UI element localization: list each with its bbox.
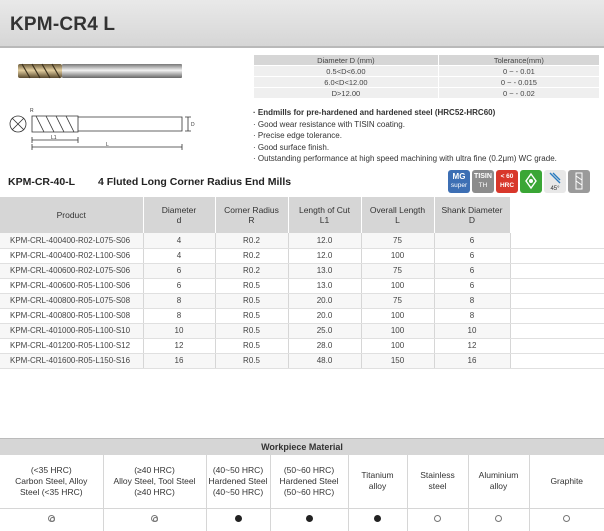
- workpiece-material-label: (50~60 HRC): [283, 464, 335, 475]
- tolerance-header-tolerance: Tolerance(mm): [438, 55, 599, 66]
- overall-length-cell: 100: [361, 323, 434, 338]
- empty-cell: [510, 248, 604, 263]
- workpiece-material-label: (<35 HRC): [30, 464, 72, 475]
- corner-radius-cell: R0.5: [215, 353, 288, 368]
- corner-radius-cell: R0.2: [215, 233, 288, 248]
- corner-radius-cell: R0.5: [215, 338, 288, 353]
- table-row: [0, 338, 604, 353]
- workpiece-material-label: (≥40 HRC): [134, 486, 175, 497]
- workpiece-material-label: Aluminium: [478, 470, 519, 481]
- header-diameter: Diameter d: [143, 197, 215, 233]
- diameter-cell: 4: [143, 248, 215, 263]
- hrc-60-badge: < 60 HRC: [496, 170, 518, 193]
- overall-length-cell: 100: [361, 248, 434, 263]
- tolerance-cell: 0 ~ - 0.02: [438, 88, 599, 99]
- workpiece-material-cell: [206, 455, 270, 509]
- overall-length-cell: 150: [361, 353, 434, 368]
- suitability-cell: [0, 509, 103, 531]
- header-length-of-cut: Length of Cut L1: [288, 197, 361, 233]
- length-of-cut-cell: 20.0: [288, 308, 361, 323]
- diameter-cell: 6: [143, 263, 215, 278]
- diameter-cell: 4: [143, 233, 215, 248]
- suitability-cell: [103, 509, 206, 531]
- header-empty: [510, 197, 604, 233]
- workpiece-material-cell: [529, 455, 604, 509]
- length-of-cut-cell: 20.0: [288, 293, 361, 308]
- end-mill-type-icon: [520, 170, 542, 193]
- feature-item: · Good wear resistance with TISIN coating.: [253, 119, 405, 129]
- product-spec-table: [0, 197, 604, 369]
- long-flute-icon: [568, 170, 590, 193]
- tolerance-cell: 0 ~ - 0.015: [438, 77, 599, 88]
- suitability-cell: [529, 509, 604, 531]
- workpiece-material-label: (40~50 HRC): [212, 464, 264, 475]
- label-l: L: [106, 142, 109, 148]
- header-product: Product: [0, 197, 143, 233]
- diameter-cell: 16: [143, 353, 215, 368]
- length-of-cut-cell: 13.0: [288, 278, 361, 293]
- overall-length-cell: 100: [361, 338, 434, 353]
- product-cell: KPM-CRL-401600-R05-L150-S16: [0, 353, 143, 368]
- shank-diameter-cell: 6: [434, 248, 510, 263]
- product-cell: KPM-CRL-400400-R02-L100-S06: [0, 248, 143, 263]
- tisin-coating-badge: TISIN TH: [472, 170, 494, 193]
- empty-cell: [510, 338, 604, 353]
- product-cell: KPM-CRL-401200-R05-L100-S12: [0, 338, 143, 353]
- suitability-open-icon: [495, 515, 502, 522]
- workpiece-title: Workpiece Material: [0, 439, 604, 455]
- shank-diameter-cell: 16: [434, 353, 510, 368]
- header-shank-diameter: Shank Diameter D: [434, 197, 510, 233]
- workpiece-material-label: (≥40 HRC): [134, 464, 175, 475]
- feature-lead: · Endmills for pre-hardened and hardened steel (HRC52-HRC60): [253, 108, 496, 117]
- product-cell: KPM-CRL-400800-R05-L100-S08: [0, 308, 143, 323]
- product-cell: KPM-CRL-401000-R05-L100-S10: [0, 323, 143, 338]
- shank-diameter-cell: 6: [434, 263, 510, 278]
- workpiece-material-label: Stainless: [420, 470, 455, 481]
- tolerance-cell: 6.0<D<12.00: [254, 77, 439, 88]
- workpiece-material-label: alloy: [368, 481, 387, 492]
- tolerance-cell: D>12.00: [254, 88, 439, 99]
- end-mill-dimension-diagram: [6, 104, 196, 154]
- suitability-cell: [206, 509, 270, 531]
- tolerance-header-diameter: Diameter D (mm): [254, 55, 439, 66]
- diameter-cell: 8: [143, 308, 215, 323]
- label-r: R: [30, 108, 34, 114]
- diameter-cell: 10: [143, 323, 215, 338]
- header-bar: [0, 0, 604, 48]
- suitability-filled-icon: [306, 515, 313, 522]
- overall-length-cell: 75: [361, 263, 434, 278]
- length-of-cut-cell: 12.0: [288, 248, 361, 263]
- feature-item: · Good surface finish.: [253, 142, 330, 152]
- table-row: [0, 248, 604, 263]
- shank-diameter-cell: 8: [434, 293, 510, 308]
- diameter-cell: 12: [143, 338, 215, 353]
- length-of-cut-cell: 48.0: [288, 353, 361, 368]
- table-row: [254, 88, 600, 99]
- workpiece-material-label: Alloy Steel, Tool Steel: [113, 475, 196, 486]
- workpiece-material-label: Graphite: [550, 475, 584, 486]
- corner-radius-cell: R0.5: [215, 278, 288, 293]
- mg-super-badge: MG super: [448, 170, 470, 193]
- workpiece-marks-row: [0, 509, 604, 531]
- overall-length-cell: 75: [361, 233, 434, 248]
- workpiece-material-label: steel: [428, 481, 447, 492]
- shank-diameter-cell: 6: [434, 233, 510, 248]
- table-row: [0, 293, 604, 308]
- workpiece-material-cell: [270, 455, 348, 509]
- table-row: [254, 66, 600, 77]
- empty-cell: [510, 233, 604, 248]
- overall-length-cell: 100: [361, 278, 434, 293]
- page-title: KPM-CR4 L: [10, 14, 116, 35]
- header-overall-length: Overall Length L: [361, 197, 434, 233]
- table-row: [0, 323, 604, 338]
- diameter-cell: 6: [143, 278, 215, 293]
- workpiece-material-cell: [468, 455, 529, 509]
- label-d: D: [191, 122, 195, 128]
- suitability-cell: [468, 509, 529, 531]
- table-row: [0, 353, 604, 368]
- table-row: [0, 233, 604, 248]
- workpiece-material-label: (40~50 HRC): [212, 486, 264, 497]
- product-cell: KPM-CRL-400600-R05-L100-S06: [0, 278, 143, 293]
- table-row: [0, 278, 604, 293]
- product-cell: KPM-CRL-400600-R02-L075-S06: [0, 263, 143, 278]
- shank-diameter-cell: 6: [434, 278, 510, 293]
- suitability-cell: [348, 509, 407, 531]
- overall-length-cell: 100: [361, 308, 434, 323]
- series-code: KPM-CR-40-L: [8, 176, 76, 188]
- empty-cell: [510, 353, 604, 368]
- empty-cell: [510, 308, 604, 323]
- diameter-cell: 8: [143, 293, 215, 308]
- suitability-filled-icon: [235, 515, 242, 522]
- empty-cell: [510, 323, 604, 338]
- suitability-cell: [407, 509, 468, 531]
- length-of-cut-cell: 12.0: [288, 233, 361, 248]
- empty-cell: [510, 263, 604, 278]
- tolerance-cell: 0 ~ - 0.01: [438, 66, 599, 77]
- length-of-cut-cell: 13.0: [288, 263, 361, 278]
- workpiece-material-label: (50~60 HRC): [283, 486, 335, 497]
- suitability-filled-icon: [374, 515, 381, 522]
- workpiece-names-row: [0, 455, 604, 509]
- workpiece-material-label: Carbon Steel, Alloy: [15, 475, 88, 486]
- suitability-open-icon: [434, 515, 441, 522]
- corner-radius-cell: R0.2: [215, 263, 288, 278]
- product-cell: KPM-CRL-400400-R02-L075-S06: [0, 233, 143, 248]
- table-row: [0, 308, 604, 323]
- label-l1: L1: [51, 135, 57, 141]
- length-of-cut-cell: 25.0: [288, 323, 361, 338]
- suitability-open-icon: [563, 515, 570, 522]
- workpiece-material-cell: [103, 455, 206, 509]
- workpiece-material-table: [0, 438, 604, 531]
- workpiece-material-cell: [348, 455, 407, 509]
- corner-radius-cell: R0.5: [215, 293, 288, 308]
- tolerance-table: [253, 54, 600, 99]
- series-name: 4 Fluted Long Corner Radius End Mills: [98, 176, 292, 188]
- workpiece-material-label: alloy: [489, 481, 508, 492]
- workpiece-material-cell: [0, 455, 103, 509]
- workpiece-material-cell: [407, 455, 468, 509]
- helix-angle-badge: 45°: [544, 170, 566, 193]
- workpiece-material-label: Hardened Steel: [279, 475, 339, 486]
- table-row: [254, 77, 600, 88]
- suitability-double-icon: [151, 515, 158, 522]
- shank-diameter-cell: 12: [434, 338, 510, 353]
- tolerance-cell: 0.5<D<6.00: [254, 66, 439, 77]
- empty-cell: [510, 293, 604, 308]
- corner-radius-cell: R0.5: [215, 323, 288, 338]
- table-row: [0, 263, 604, 278]
- corner-radius-cell: R0.5: [215, 308, 288, 323]
- workpiece-material-label: Titanium: [361, 470, 394, 481]
- shank-diameter-cell: 10: [434, 323, 510, 338]
- end-mill-photo: [18, 60, 183, 82]
- length-of-cut-cell: 28.0: [288, 338, 361, 353]
- product-cell: KPM-CRL-400800-R05-L075-S08: [0, 293, 143, 308]
- feature-item: · Outstanding performance at high speed machining with ultra fine (0.2μm) WC grade.: [253, 154, 557, 164]
- shank-diameter-cell: 8: [434, 308, 510, 323]
- suitability-double-icon: [48, 515, 55, 522]
- feature-item: · Precise edge tolerance.: [253, 131, 342, 141]
- suitability-cell: [270, 509, 348, 531]
- workpiece-material-label: Hardened Steel: [208, 475, 268, 486]
- corner-radius-cell: R0.2: [215, 248, 288, 263]
- feature-list: [253, 107, 557, 165]
- overall-length-cell: 75: [361, 293, 434, 308]
- workpiece-material-label: Steel (<35 HRC): [19, 486, 83, 497]
- header-corner-radius: Corner Radius R: [215, 197, 288, 233]
- empty-cell: [510, 278, 604, 293]
